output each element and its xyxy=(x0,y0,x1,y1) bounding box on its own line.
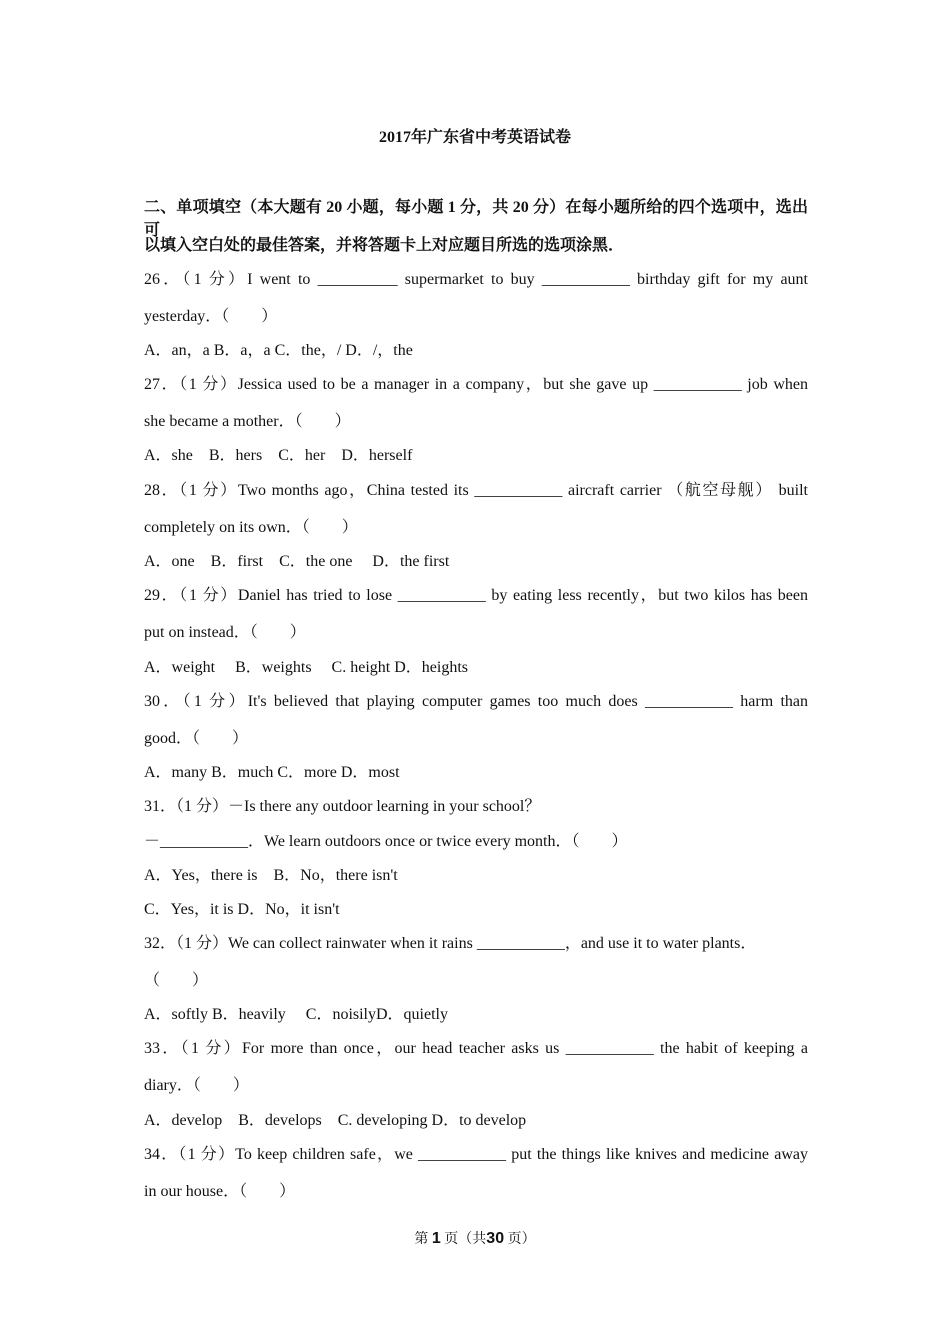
answer-options: A．develop B．develops C. developing D．to develop xyxy=(144,1112,527,1129)
question-stem-line1: 26．（1 分）I went to __________ supermarket to buy ___________ birthday gift for my aunt xyxy=(144,271,808,288)
footer-suffix: 页） xyxy=(507,1232,536,1247)
question-stem-line1: 30．（1 分）It's believed that playing computer games too much does ___________ harm than xyxy=(144,693,808,710)
question-stem-line1: 33．（1 分）For more than once，our head teacher asks us ___________ the habit of keeping a xyxy=(144,1040,808,1057)
footer-middle: 页（共 xyxy=(444,1232,487,1247)
question-stem-line1: 34．（1 分）To keep children safe，we ___________ put the things like knives and medicine away xyxy=(144,1146,808,1163)
answer-options: A．many B．much C．more D．most xyxy=(144,764,400,781)
question-stem-line2: put on instead．（ ） xyxy=(144,624,306,641)
question-stem-line2: yesterday．（ ） xyxy=(144,308,278,325)
answer-options: A．softly B．heavily C．noisilyD．quietly xyxy=(144,1006,448,1023)
answer-options: C．Yes，it is D．No，it isn't xyxy=(144,901,340,918)
footer-prefix: 第 xyxy=(414,1232,429,1247)
question-stem-line2: completely on its own．（ ） xyxy=(144,519,358,536)
question-stem-line2: －___________．We learn outdoors once or twice every month．（ ） xyxy=(144,833,628,850)
section-instructions-line2: 以填入空白处的最佳答案，并将答题卡上对应题目所选的选项涂黑． xyxy=(144,237,625,254)
answer-options: A．weight B．weights C. height D．heights xyxy=(144,659,468,676)
question-stem-line1: 28．（1 分）Two months ago，China tested its ___________ aircraft carrier （航空母舰） built xyxy=(144,482,808,499)
question-stem-line2: good．（ ） xyxy=(144,730,249,747)
question-stem-line2: she became a mother．（ ） xyxy=(144,413,351,430)
question-stem-line1: 31．（1 分）－Is there any outdoor learning in your school？ xyxy=(144,798,541,815)
current-page-number: 1 xyxy=(431,1230,441,1247)
question-stem-line2: in our house．（ ） xyxy=(144,1183,296,1200)
page-footer xyxy=(0,1228,950,1248)
question-stem-line2: （ ） xyxy=(144,972,209,989)
question-stem-line1: 27．（1 分）Jessica used to be a manager in a company，but she gave up ___________ job when xyxy=(144,376,808,393)
answer-options: A．Yes，there is B．No，there isn't xyxy=(144,867,398,884)
answer-options: A．she B．hers C．her D．herself xyxy=(144,447,413,464)
total-pages: 30 xyxy=(486,1230,505,1247)
question-stem-line1: 29．（1 分）Daniel has tried to lose ___________ by eating less recently，but two kilos has been xyxy=(144,587,808,604)
answer-options: A．an，a B．a，a C．the，/ D．/，the xyxy=(144,342,413,359)
question-stem-line2: diary．（ ） xyxy=(144,1077,249,1094)
page-title: 2017年广东省中考英语试卷 xyxy=(378,129,571,146)
answer-options: A．one B．first C．the one D．the first xyxy=(144,553,450,570)
question-stem-line1: 32．（1 分）We can collect rainwater when it rains ___________，and use it to water plants． xyxy=(144,935,757,952)
section-instructions-line1: 二、单项填空（本大题有 20 小题，每小题 1 分，共 20 分）在每小题所给的四个选项中，选出可 xyxy=(144,199,808,239)
